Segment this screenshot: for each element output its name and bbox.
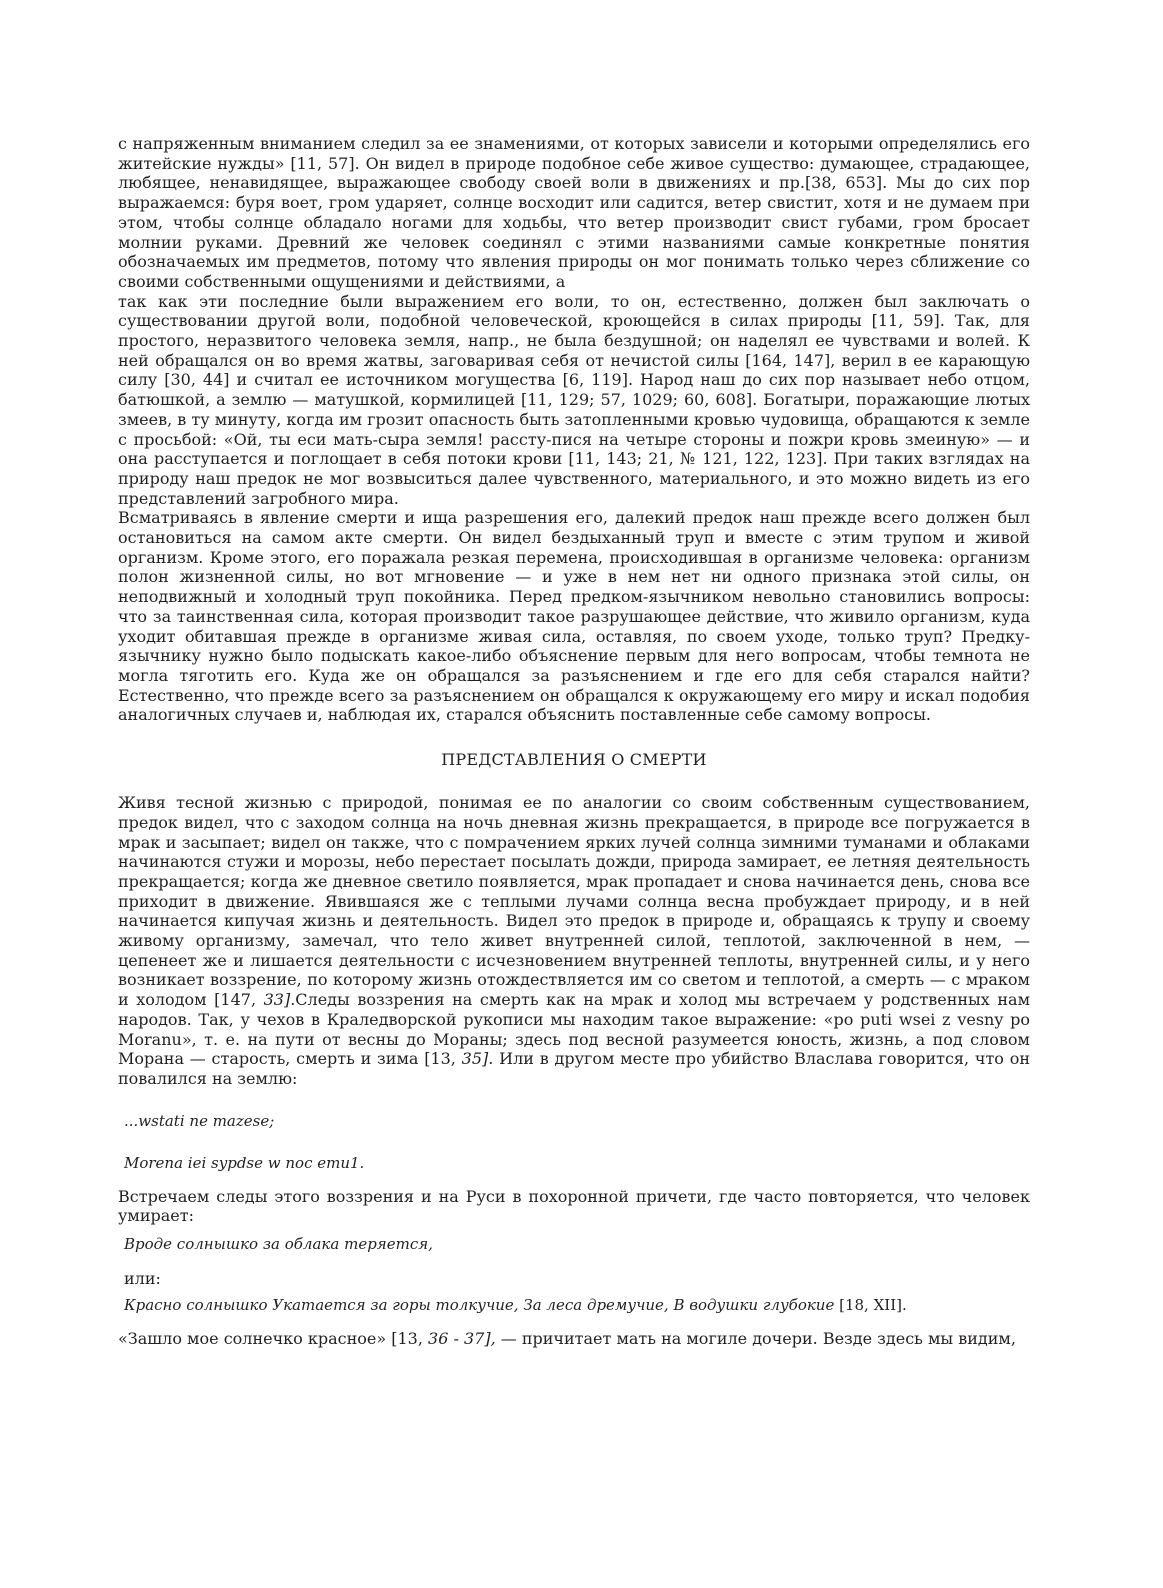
verse-line-4-ref: [18, XII]. <box>834 1296 907 1315</box>
paragraph-2: так как эти последние были выражением его воли, то он, естественно, должен был заключать о существовании другой воли, подобной человеческой, кроющейся в силах природы [11, 59]. Так, для простого, неразвитого человека земля, напр., не была бездушной; он наделял ее чувствами и волей. К ней обращался он во время жатвы, заговаривая себя от нечистой силы [164, 147], верил в ее карающую силу [30, 44] и считал ее источником могущества [6, 119]. Народ наш до сих пор называет небо отцом, батюшкой, а землю — матушкой, кормилицей [11, 129; 57, 1029; 60, 608]. Богатыри, поражающие лютых змеев, в ту минуту, когда им грозит опасность быть затопленными кровью чудовища, обращаются к земле с просьбой: «Ой, ты еси мать-сыра земля! рассту-пися на четыре стороны и пожри кровь змеиную» — и она расступается и поглощает в себя потоки крови [11, 143; 21, № 121, 122, 123]. При таких взглядах на природу наш предок не мог возвыситься далее чувственного, материального, и это можно видеть из его представлений загробного мира. <box>118 291 1030 508</box>
paragraph-4-ref-2: 35]. <box>461 1049 494 1069</box>
paragraph-5: Встречаем следы этого воззрения и на Руси в похоронной причети, где часто повторяется, что человек умирает: <box>118 1186 1030 1226</box>
paragraph-3: Всматриваясь в явление смерти и ища разрешения его, далекий предок наш прежде всего должен был остановиться на самом акте смерти. Он видел бездыханный труп и вместе с этим трупом и живой организм. Кроме этого, его поражала резкая перемена, происходившая в организме человека: организм полон жизненной силы, но вот мгновение — и уже в нем нет ни одного признака этой силы, он неподвижный и холодный труп покойника. Перед предком-язычником невольно становились вопросы: что за таинственная сила, которая производит такое разрушающее действие, что живило организм, куда уходит обитавшая прежде в организме живая сила, оставляя, по своем уходе, только труп? Предку-язычнику нужно было подыскать какое-либо объяснение первым для него вопросам, чтобы темнота не могла тяготить его. Куда же он обращался за разъяснением и где его для себя старался найти? Естественно, что прежде всего за разъяснением он обращался к окружающему его миру и искал подобия аналогичных случаев и, наблюдая их, старался объяснить поставленные себе самому вопросы. <box>118 508 1030 725</box>
verse-line-4 <box>118 1295 1030 1315</box>
paragraph-6 <box>118 1329 1030 1349</box>
or-word: или: <box>124 1269 161 1289</box>
verse-line-1: ...wstati пе mazese; <box>124 1111 275 1130</box>
section-heading: ПРЕДСТАВЛЕНИЯ О СМЕРТИ <box>441 750 707 770</box>
verse-line-4-text: Красно солнышко Укатается за горы толкучие, За леса дремучие, В водушки глубокие <box>124 1296 835 1315</box>
paragraph-4-ref-1: 33]. <box>263 990 296 1010</box>
verse-line-2: Morena iei sypdse w пос emu1. <box>124 1153 365 1172</box>
paragraph-6-text-2: — причитает мать на могиле дочери. Везде здесь мы видим, <box>495 1329 1016 1349</box>
paragraph-4-text-3: Или в другом месте про убийство Влaслава говорится, что он повалился на землю: <box>118 1049 1031 1088</box>
paragraph-1: с напряженным вниманием следил за ее знамениями, от которых зависели и которыми определялись его житейские нужды» [11, 57]. Он видел в природе подобное себе живое существо: думающее, страдающее, любящее, ненавидящее, выражающее свободу своей воли в движениях и пр.[38, 653]. Мы до сих пор выражаемся: буря воет, гром ударяет, солнце восходит или садится, ветер свистит, хотя и не думаем при этом, чтобы солнце обладало ногами для ходьбы, что ветер производит свист губами, гром бросает молнии руками. Древний же человек соединял с этими названиями самые конкретные понятия обозначаемых им предметов, потому что явления природы он мог понимать только через сближение со своими собственными ощущениями и действиями, а <box>118 134 1030 291</box>
verse-line-3: Вроде солнышко за облака теряется, <box>124 1235 433 1254</box>
paragraph-6-text-1: «Зашло мое солнечко красное» [13, <box>118 1329 429 1349</box>
paragraph-4-text-2: Следы воззрения на смерть как на мрак и холод мы встречаем у родственных нам народов. Так, у чехов в Краледворской рукописи мы находим такое выражение: «po puti wsei z vesny po Moranu», т. е. на пути от весны до Мораны; здесь под весной разумеется юность, жизнь, а под словом Морана — старость, смерть и зима [13, <box>118 990 1031 1069</box>
paragraph-6-ref: 36 - 37], <box>428 1329 496 1349</box>
paragraph-4 <box>118 793 1030 1089</box>
page-content <box>118 134 1030 1349</box>
paragraph-4-text-1: Живя тесной жизнью с природой, понимая ее по аналогии со своим собственным существованием, предок видел, что с заходом солнца на ночь дневная жизнь прекращается, в природе все погружается в мрак и засыпает; видел он также, что с помрачением ярких лучей солнца зимними туманами и облаками начинаются стужи и морозы, небо перестает посылать дожди, природа замирает, ее летняя деятельность прекращается; когда же дневное светило появляется, мрак пропадает и снова начинается день, снова все приходит в движение. Явившаяся же с теплыми лучами солнца весна пробуждает природу, и в ней начинается кипучая жизнь и деятельность. Видел это предок в природе и, обращаясь к трупу и своему живому организму, замечал, что тело живет внутренней силой, теплотой, заключенной в нем, — цепенеет же и лишается деятельности с исчезновением внутренней теплоты, внутренней силы, и у него возникает воззрение, по которому жизнь отождествляется им со светом и теплотой, а смерть — с мраком и холодом [147, <box>118 793 1030 1010</box>
